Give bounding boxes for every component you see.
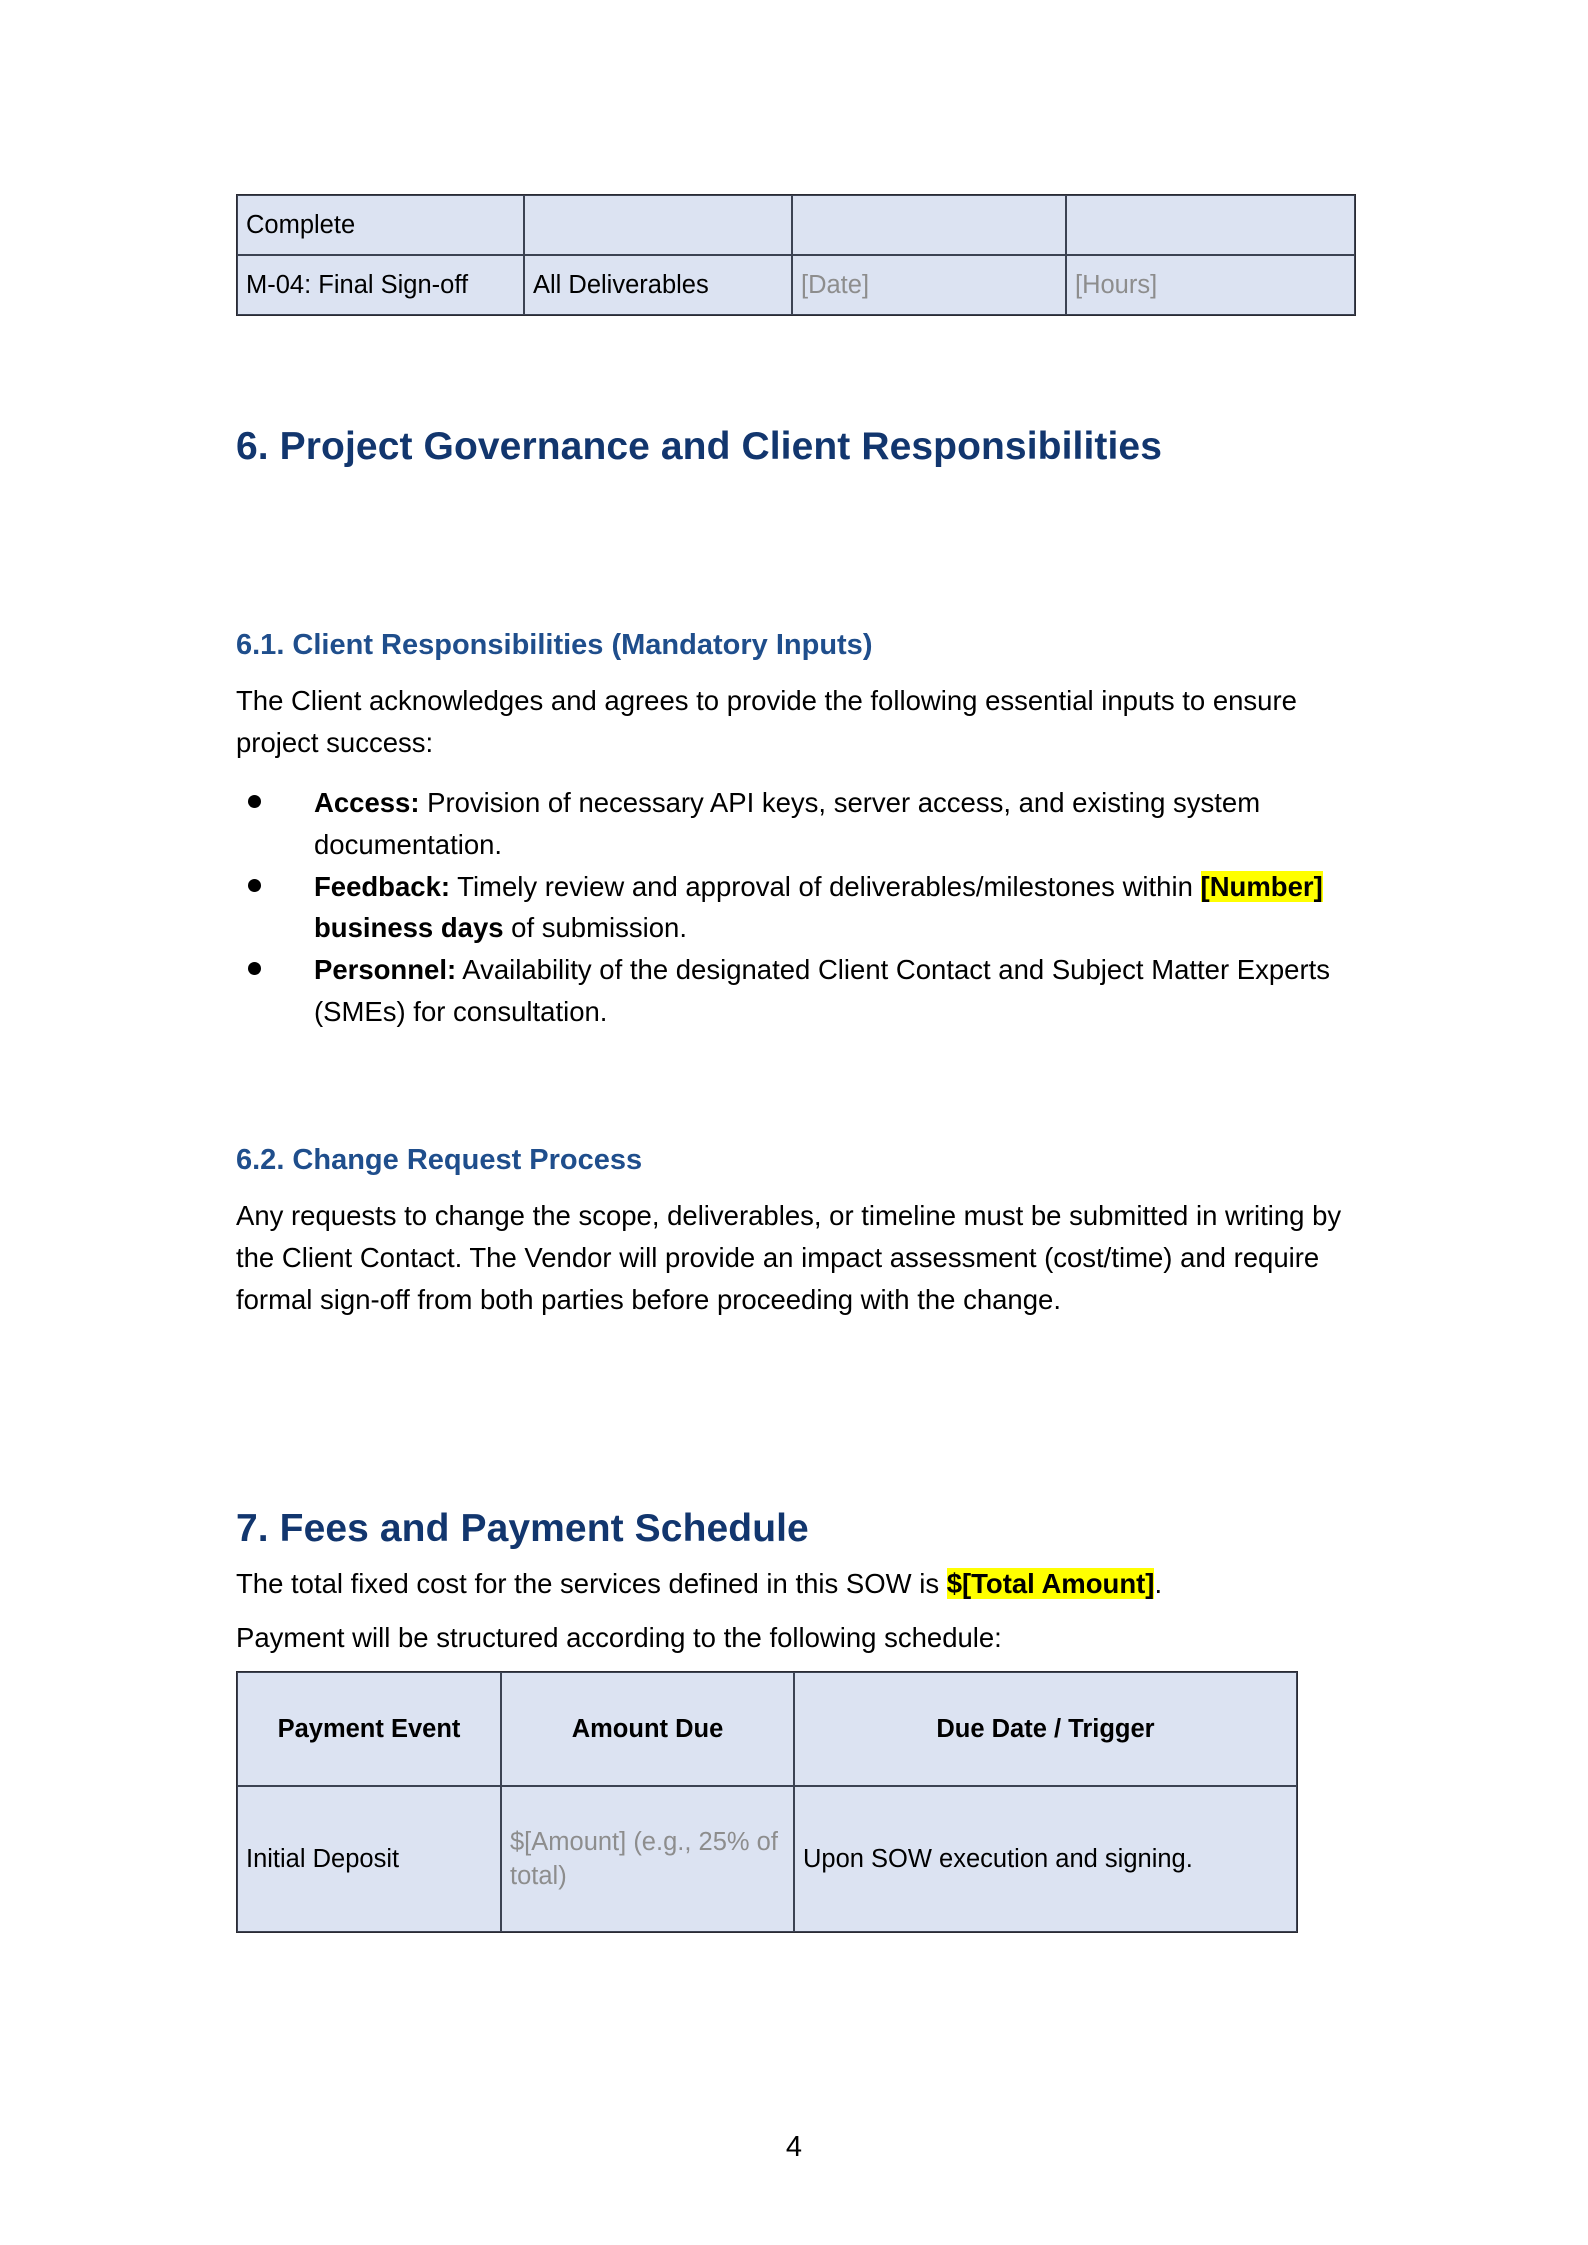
column-header-amount-due: Amount Due [501,1672,794,1786]
list-item [236,782,1356,866]
bullet-label-feedback: Feedback: [314,870,451,902]
section-7-intro-before: The total fixed cost for the services defined in this SOW is [236,1568,947,1599]
highlight-total-amount-placeholder: $[Total Amount] [946,1568,1155,1599]
highlight-number-placeholder: [Number] [1200,870,1323,902]
milestone-cell: M-04: Final Sign-off [237,255,524,315]
table-row [237,195,1355,255]
milestone-cell-hours: [Hours] [1066,255,1355,315]
bullet-text-feedback-bold: business days [314,912,504,944]
amount-due-cell: $[Amount] (e.g., 25% of total) [501,1786,794,1932]
milestone-cell: Complete [237,195,524,255]
bullet-dot-icon [248,879,261,892]
milestone-table [236,194,1356,316]
milestone-cell-date: [Date] [792,255,1066,315]
table-header-row [237,1672,1297,1786]
bullet-text-feedback-before: Timely review and approval of deliverables/milestones within [450,870,1201,902]
section-7-intro-after: . [1154,1568,1163,1599]
page-number: 4 [785,2131,803,2163]
table-row [237,1786,1297,1932]
milestone-cell [1066,195,1355,255]
section-7-heading: 7. Fees and Payment Schedule [236,1507,809,1550]
section-6-heading: 6. Project Governance and Client Responsibilities [236,425,1162,468]
bullet-text-personnel: Availability of the designated Client Contact and Subject Matter Experts (SMEs) for consultation. [314,954,1331,1027]
due-date-trigger-cell: Upon SOW execution and signing. [794,1786,1297,1932]
milestone-cell [524,195,792,255]
milestone-cell [792,195,1066,255]
section-7-intro-line2: Payment will be structured according to the following schedule: [236,1622,1002,1653]
client-responsibilities-list [236,782,1356,1033]
bullet-text-feedback-after: of submission. [503,912,687,944]
table-row [237,255,1355,315]
payment-event-cell: Initial Deposit [237,1786,501,1932]
bullet-label-personnel: Personnel: [314,954,457,986]
section-6-2-paragraph: Any requests to change the scope, deliverables, or timeline must be submitted in writing by the Client Contact. The Vendor will provide an impact assessment (cost/time) and require formal sign-off from both parties before proceeding with the change. [236,1200,1342,1315]
payment-schedule-table [236,1671,1298,1933]
section-7-intro [236,1563,1356,1605]
list-item [236,949,1356,1033]
column-header-payment-event: Payment Event [237,1672,501,1786]
section-6-1-heading: 6.1. Client Responsibilities (Mandatory Inputs) [236,629,873,661]
column-header-due-date-trigger: Due Date / Trigger [794,1672,1297,1786]
milestone-cell: All Deliverables [524,255,792,315]
section-6-2-heading: 6.2. Change Request Process [236,1144,643,1176]
section-6-1-intro: The Client acknowledges and agrees to provide the following essential inputs to ensure project success: [236,685,1297,758]
bullet-label-access: Access: [314,787,420,818]
list-item [236,866,1356,950]
bullet-dot-icon [248,795,261,808]
bullet-dot-icon [248,962,261,975]
bullet-text-access: Provision of necessary API keys, server access, and existing system documentation. [314,787,1261,860]
